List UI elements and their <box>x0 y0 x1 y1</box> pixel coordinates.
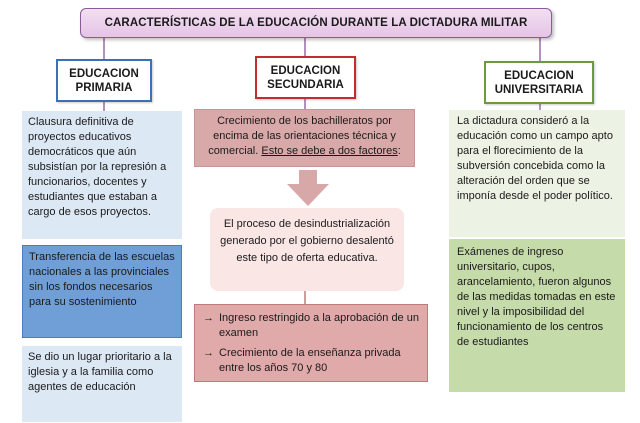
heading-universitaria-line2: UNIVERSITARIA <box>494 83 584 96</box>
secundaria-box-1-underlined: Esto se debe a dos factores <box>261 145 398 157</box>
heading-primaria <box>56 59 152 102</box>
primaria-box-1: Clausura definitiva de proyectos educativos democráticos que aún subsistían por la represión a funcionarios, docentes y estudiantes que estaban a cargo de esos proyectos. <box>22 111 182 239</box>
heading-secundaria-line2: SECUNDARIA <box>267 78 344 91</box>
list-item-text: Ingreso restringido a la aprobación de un examen <box>219 312 419 339</box>
list-item <box>203 346 419 376</box>
heading-primaria-line2: PRIMARIA <box>75 81 133 94</box>
heading-primaria-line1: EDUCACION <box>69 67 139 80</box>
diagram-title: CARACTERÍSTICAS DE LA EDUCACIÓN DURANTE LA DICTADURA MILITAR <box>80 8 552 38</box>
primaria-box-2: Transferencia de las escuelas nacionales a las provinciales sin los fondos necesarios para su sostenimiento <box>22 245 182 338</box>
primaria-box-3: Se dio un lugar prioritario a la iglesia y a la familia como agentes de educación <box>22 346 182 422</box>
secundaria-box-2: El proceso de desindustrialización generado por el gobierno desalentó este tipo de oferta educativa. <box>210 208 404 291</box>
secundaria-box-3 <box>194 304 428 382</box>
list-item-text: Crecimiento de la enseñanza privada entre los años 70 y 80 <box>219 347 401 374</box>
secundaria-box-1-text: Crecimiento de los bachilleratos por encima de las orientaciones técnica y comercial. <box>208 115 396 157</box>
heading-universitaria <box>484 61 594 104</box>
heading-secundaria <box>255 56 356 99</box>
universitaria-box-1: La dictadura consideró a la educación como un campo apto para el florecimiento de la subversión concebida como la alteración del orden que se imponía desde el poder político. <box>449 110 625 237</box>
down-arrow-icon <box>287 170 329 206</box>
list-item <box>203 311 419 341</box>
arrow-right-icon: → <box>203 347 214 359</box>
heading-secundaria-line1: EDUCACION <box>270 64 341 77</box>
universitaria-box-2: Exámenes de ingreso universitario, cupos, arancelamiento, fueron algunos de las medidas tomadas en este nivel y la imposibilidad del funcionamiento de los centros de estudiantes <box>449 239 625 392</box>
secundaria-box-1 <box>194 109 415 167</box>
secundaria-box-1-colon: : <box>397 145 401 157</box>
arrow-right-icon: → <box>203 312 214 324</box>
heading-universitaria-line1: EDUCACION <box>504 69 574 82</box>
